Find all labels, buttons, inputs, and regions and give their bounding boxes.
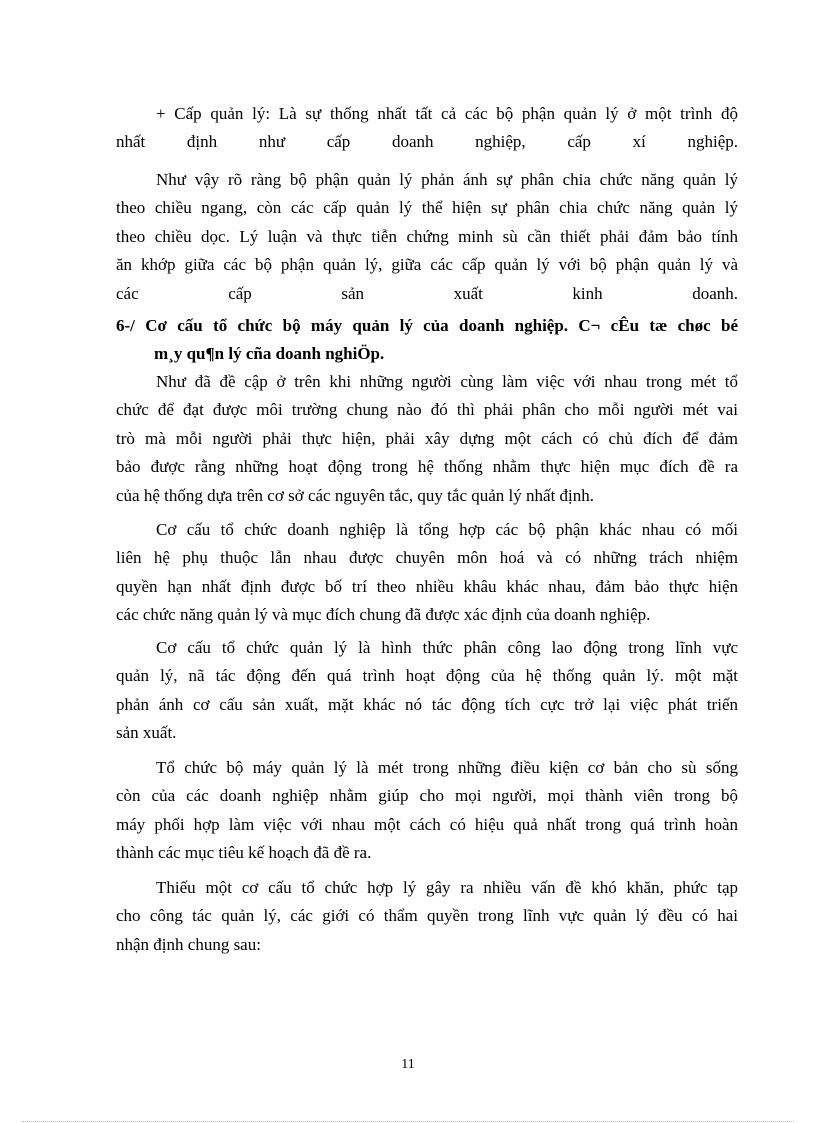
text-line: chức để đạt được môi trường chung nào đó thì phải phân cho mỗi người mét vai [116, 400, 738, 420]
text-line: máy phối hợp làm việc với nhau một cách có hiệu quả nhất trong quá trình hoàn [116, 814, 738, 834]
text-line: Như vậy rõ ràng bộ phận quản lý phản ánh sự phân chia chức năng quản lý [156, 170, 738, 189]
paragraph-management-level [116, 100, 738, 157]
text-line: Thiếu một cơ cấu tổ chức hợp lý gây ra nhiều vấn đề khó khăn, phức tạp [156, 878, 738, 897]
text-line: thành các mục tiêu kế hoạch đã đề ra. [116, 843, 372, 863]
page-bottom-rule [22, 1121, 794, 1122]
text-line: các cấp sản xuất kinh doanh. [116, 283, 738, 303]
text-line: của hệ thống dựa trên cơ sở các nguyên tắc, quy tắc quản lý nhất định. [116, 485, 595, 505]
text-line: nhận định chung sau: [116, 934, 261, 954]
paragraph-summary [116, 166, 738, 308]
text-line: còn của các doanh nghiệp nhằm giúp cho mọi người, mọi thành viên trong bộ [116, 786, 738, 806]
text-line: Tổ chức bộ máy quản lý là mét trong những điều kiện cơ bản cho sù sống [156, 758, 738, 777]
paragraph-organization [116, 754, 738, 868]
heading-line-2: m¸y qu¶n lý cña doanh nghiÖp. [154, 344, 385, 364]
text-line: + Cấp quản lý: Là sự thống nhất tất cả các bộ phận quản lý ở một trình độ [156, 104, 738, 123]
text-line: quản lý, nã tác động đến quá trình hoạt động của hệ thống quản lý. một mặt [116, 666, 738, 686]
text-line: cho công tác quản lý, các giới có thẩm quyền trong lĩnh vực quản lý đều có hai [116, 906, 738, 926]
text-line: bảo được rằng những hoạt động trong hệ thống nhằm thực hiện mục đích đề ra [116, 457, 738, 477]
text-line: liên hệ phụ thuộc lẫn nhau được chuyên môn hoá và có những trách nhiệm [116, 548, 738, 568]
text-line: nhất định như cấp doanh nghiệp, cấp xí nghiệp. [116, 132, 738, 152]
text-line: Cơ cấu tổ chức doanh nghiệp là tổng hợp các bộ phận khác nhau có mối [156, 520, 738, 539]
paragraph-lacking-structure [116, 874, 738, 959]
text-line: phản ánh cơ cấu sản xuất, mặt khác nó tác động tích cực trở lại việc phát triển [116, 694, 738, 714]
text-line: theo chiều ngang, còn các cấp quản lý thể hiện sự phân chia chức năng quản lý [116, 198, 738, 218]
text-line: Như đã đề cập ở trên khi những người cùng làm việc với nhau trong mét tổ [156, 372, 738, 391]
text-line: theo chiều dọc. Lý luận và thực tiễn chứng minh sù cần thiết phải đảm bảo tính [116, 226, 738, 246]
paragraph-structure-definition [116, 516, 738, 630]
paragraph-management-structure [116, 634, 738, 748]
heading-line-1: 6-/ Cơ cấu tổ chức bộ máy quản lý của doanh nghiệp. C¬ cÊu tæ chøc bé [116, 316, 738, 335]
text-line: trò mà mỗi người phải thực hiện, phải xây dựng một cách có chủ đích để đảm [116, 428, 738, 448]
text-line: sản xuất. [116, 723, 177, 743]
text-line: ăn khớp giữa các bộ phận quản lý, giữa các cấp quản lý với bộ phận quản lý và [116, 255, 738, 275]
text-line: quyền hạn nhất định được bố trí theo nhiều khâu khác nhau, đảm bảo thực hiện [116, 576, 738, 596]
text-line: các chức năng quản lý và mục đích chung đã được xác định của doanh nghiệp. [116, 605, 651, 625]
text-line: Cơ cấu tổ chức quản lý là hình thức phân công lao động trong lĩnh vực [156, 638, 738, 657]
page-number: 11 [401, 1057, 415, 1072]
paragraph-intro [116, 368, 738, 510]
section-heading [116, 312, 738, 369]
